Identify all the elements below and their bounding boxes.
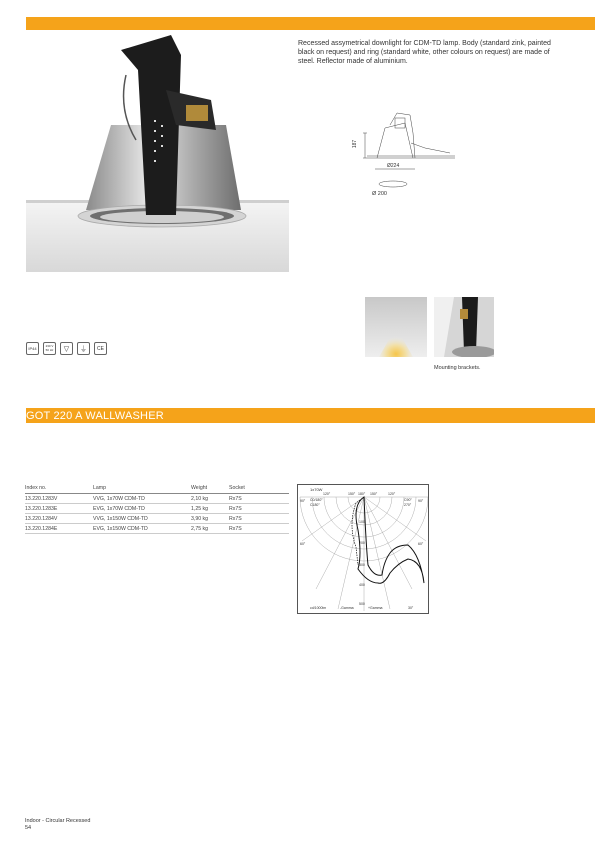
spec-table — [25, 484, 289, 534]
mounting-bracket-image — [434, 297, 494, 357]
cell-lamp: EVG, 1x70W CDM-TD — [93, 504, 191, 514]
polar-unit: cd/1000lm — [310, 606, 327, 610]
cell-weight: 1,25 kg — [191, 504, 229, 514]
polar-ring-100: 100 — [359, 520, 365, 524]
cell-socket: Rx7S — [229, 494, 289, 504]
mounting-caption: Mounting brackets. — [434, 365, 481, 371]
cell-lamp: VVG, 1x70W CDM-TD — [93, 494, 191, 504]
col-lamp: Lamp — [93, 484, 191, 494]
polar-angle-60-right: 60° — [418, 542, 424, 546]
table-header-row — [25, 484, 289, 494]
polar-angle-top-4: 120° — [388, 492, 396, 496]
table-row — [25, 514, 289, 524]
polar-angle-90-left: 90° — [300, 499, 306, 503]
polar-angle-top-2: 180° — [358, 492, 366, 496]
cell-index: 13.220.1284V — [25, 514, 93, 524]
polar-ring-500: 500 — [359, 602, 365, 606]
polar-c-right2: 270° — [404, 503, 412, 507]
light-effect-image — [365, 297, 427, 357]
cell-socket: Rx7S — [229, 504, 289, 514]
width-dimension: Ø224 — [387, 163, 400, 169]
cell-weight: 2,10 kg — [191, 494, 229, 504]
polar-light-diagram — [297, 484, 429, 614]
ground-icon: ⏚ — [77, 342, 90, 355]
polar-angle-top-3: 150° — [370, 492, 378, 496]
cell-index: 13.220.1283E — [25, 504, 93, 514]
polar-gamma-left: -Gamma — [340, 606, 354, 610]
product-photo — [26, 30, 289, 272]
cell-weight: 3,90 kg — [191, 514, 229, 524]
cell-weight: 2,75 kg — [191, 524, 229, 534]
header-bar — [26, 17, 595, 30]
col-socket: Socket — [229, 484, 289, 494]
cutout-dimension: Ø 200 — [372, 191, 387, 197]
polar-gamma-right: +Gamma — [368, 606, 383, 610]
ce-icon: CE — [94, 342, 107, 355]
footer-section: Indoor - Circular Recessed — [25, 818, 91, 824]
height-dimension: 187 — [352, 139, 359, 149]
table-row — [25, 524, 289, 534]
polar-ring-400: 400 — [359, 583, 365, 587]
product-description: Recessed assymetrical downlight for CDM-TD lamp. Body (standard zink, painted black on request) and ring (standard white, other colours on request) are made of steel. Reflector made of aluminium. — [298, 40, 551, 65]
cell-index: 13.220.1283V — [25, 494, 93, 504]
triangle-icon: ▽ — [60, 342, 73, 355]
voltage-icon: 230 V 50 Hz — [43, 342, 56, 355]
cell-lamp: EVG, 1x150W CDM-TD — [93, 524, 191, 534]
page-number: 54 — [25, 825, 32, 831]
polar-ring-300: 300 — [359, 563, 365, 567]
cell-index: 13.220.1284E — [25, 524, 93, 534]
section-title: GOT 220 A WALLWASHER — [26, 410, 164, 422]
table-row — [25, 494, 289, 504]
col-weight: Weight — [191, 484, 229, 494]
footer — [25, 818, 90, 832]
cell-lamp: VVG, 1x150W CDM-TD — [93, 514, 191, 524]
ip44-icon: IP44 — [26, 342, 39, 355]
polar-c-left2: C180° — [310, 503, 320, 507]
cell-socket: Rx7S — [229, 514, 289, 524]
polar-angle-60-left: 60° — [300, 542, 306, 546]
polar-ring-200: 200 — [359, 541, 365, 545]
polar-angle-120-left: 120° — [323, 492, 331, 496]
polar-angle-90-right: 90° — [418, 499, 424, 503]
technical-drawing — [352, 103, 460, 203]
cell-socket: Rx7S — [229, 524, 289, 534]
polar-c-left: C0/180° — [310, 498, 323, 502]
polar-angle-top-1: 150° — [348, 492, 356, 496]
col-index: Index no. — [25, 484, 93, 494]
table-row — [25, 504, 289, 514]
polar-angle-30: 30° — [408, 606, 414, 610]
polar-c-right: C90° — [404, 498, 412, 502]
polar-lamp-label: 1x70W — [310, 487, 323, 492]
